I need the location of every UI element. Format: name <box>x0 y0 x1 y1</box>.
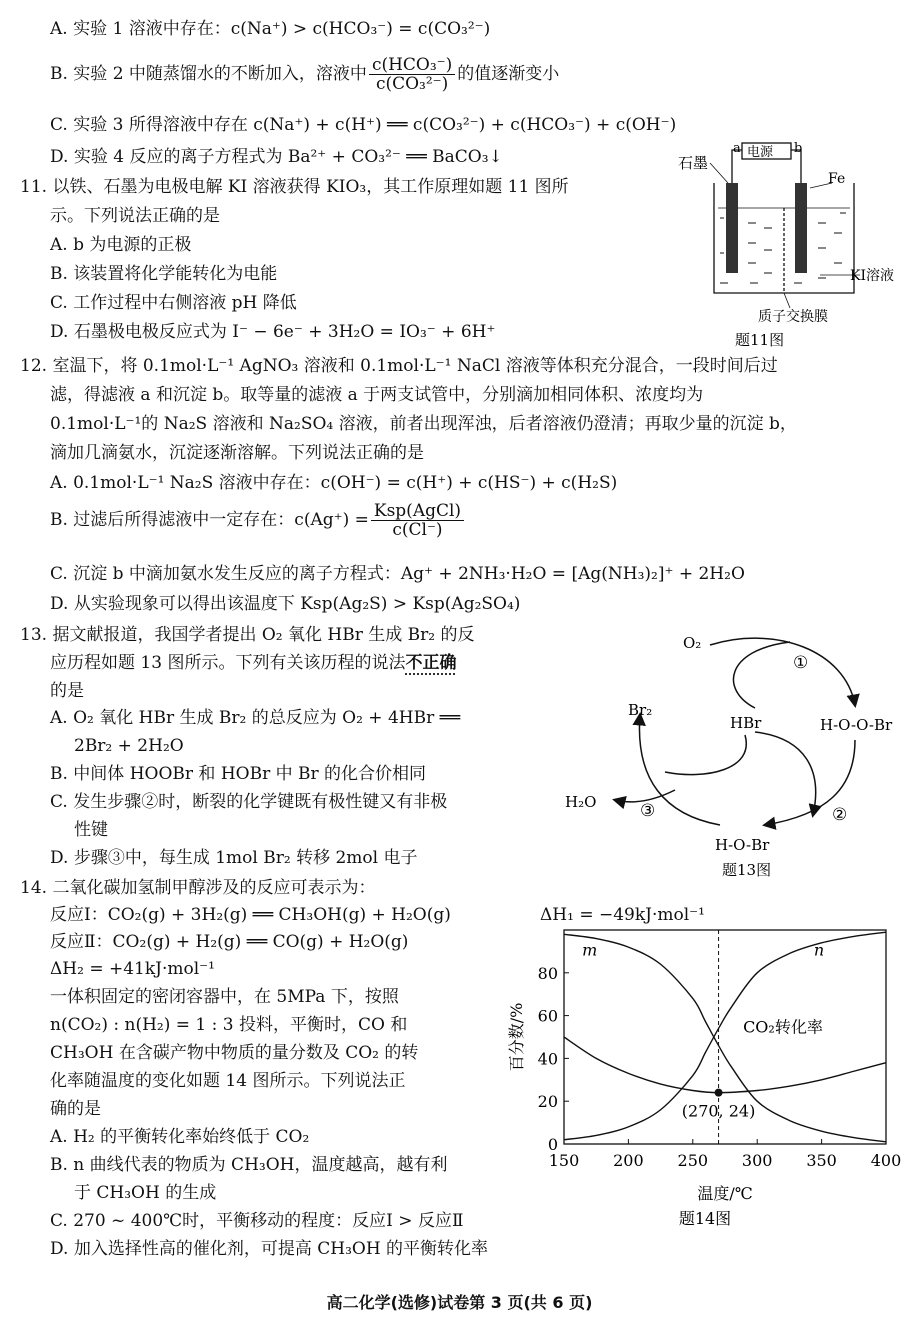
series-label: m <box>582 940 598 960</box>
q12-option-d: D. 从实验现象可以得出该温度下 Ksp(Ag₂S) > Ksp(Ag₂SO₄) <box>50 594 521 614</box>
q13-stem-line2 <box>50 652 456 674</box>
series-line-co2-conversion <box>564 1037 886 1093</box>
q14-para-line1: 一体积固定的密闭容器中，在 5MPa 下，按照 <box>50 987 399 1007</box>
frac-denominator: c(CO₃²⁻) <box>375 74 449 94</box>
q13-option-c-cont: 性键 <box>74 820 108 840</box>
q12-option-b-text: B. 过滤后所得滤液中一定存在：c(Ag⁺) = <box>50 510 369 530</box>
reaction-mechanism-figure <box>555 620 910 880</box>
arrow-hbr-to-step3 <box>665 735 746 775</box>
q14-reaction-2: 反应Ⅱ：CO₂(g) + H₂(g) ══ CO(g) + H₂O(g) <box>50 932 409 952</box>
q12-b-fraction <box>371 502 464 539</box>
br2-label: Br₂ <box>628 701 653 719</box>
q13-option-b: B. 中间体 HOOBr 和 HOBr 中 Br 的化合价相同 <box>50 764 427 784</box>
q12-stem-line4: 滴加几滴氨水，沉淀逐渐溶解。下列说法正确的是 <box>50 443 424 463</box>
page-footer: 高二化学(选修)试卷第 3 页(共 6 页) <box>326 1293 593 1312</box>
terminal-b-label: b <box>794 141 803 156</box>
frac-denominator: c(Cl⁻) <box>392 520 443 540</box>
step-2-marker: ② <box>832 805 848 825</box>
q13-option-c: C. 发生步骤②时，断裂的化学键既有极性键又有非极 <box>50 792 448 812</box>
arrow-hbr-to-o2 <box>733 642 790 708</box>
y-axis-label: 百分数/% <box>507 1002 526 1072</box>
q14-reaction-1: 反应Ⅰ：CO₂(g) + 3H₂(g) ══ CH₃OH(g) + H₂O(g) <box>50 905 451 925</box>
q14-para-line2: n(CO₂) : n(H₂) = 1 : 3 投料，平衡时，CO 和 <box>50 1015 408 1035</box>
q14-option-b: B. n 曲线代表的物质为 CH₃OH，温度越高，越有利 <box>50 1155 448 1175</box>
fe-electrode <box>795 183 807 273</box>
q10-option-b <box>50 56 559 93</box>
q13-option-d: D. 步骤③中，每生成 1mol Br₂ 转移 2mol 电子 <box>50 848 418 868</box>
x-tick-label: 350 <box>806 1151 837 1170</box>
x-tick-label: 400 <box>870 1151 902 1170</box>
step-3-marker: ③ <box>640 801 656 821</box>
q12-option-b <box>50 502 466 539</box>
q10-option-c: C. 实验 3 所得溶液中存在 c(Na⁺) + c(H⁺) ══ c(CO₃²⁻) + c(HCO₃⁻) + c(OH⁻) <box>50 115 677 135</box>
q11-option-c: C. 工作过程中右侧溶液 pH 降低 <box>50 293 297 313</box>
electrolysis-figure <box>670 138 910 353</box>
arrow-hbr-to-step2 <box>755 732 816 815</box>
q14-stem: 14. 二氧化碳加氢制甲醇涉及的反应可表示为： <box>20 878 376 898</box>
x-tick-label: 250 <box>677 1151 709 1170</box>
power-label: 电源 <box>747 145 774 160</box>
q14-dh1: ΔH₁ = −49kJ·mol⁻¹ <box>540 905 705 925</box>
q12-option-a: A. 0.1mol·L⁻¹ Na₂S 溶液中存在：c(OH⁻) = c(H⁺) + c(HS⁻) + c(H₂S) <box>50 473 618 493</box>
q10-option-d: D. 实验 4 反应的离子方程式为 Ba²⁺ + CO₃²⁻ ══ BaCO₃↓ <box>50 147 503 167</box>
y-tick-label: 80 <box>537 963 558 983</box>
q14-para-line4: 化率随温度的变化如题 14 图所示。下列说法正 <box>50 1071 406 1091</box>
q13-option-a: A. O₂ 氧化 HBr 生成 Br₂ 的总反应为 O₂ + 4HBr ══ <box>50 708 461 728</box>
figure-11-caption: 题11图 <box>735 331 785 349</box>
fe-label: Fe <box>828 171 846 187</box>
q11-stem-line2: 示。下列说法正确的是 <box>50 206 220 226</box>
q12-stem-line2: 滤，得滤液 a 和沉淀 b。取等量的滤液 a 于两支试管中，分别滴加相同体积、浓度均为 <box>50 385 704 405</box>
o2-label: O₂ <box>683 634 702 652</box>
terminal-a-label: a <box>733 141 741 156</box>
x-tick-label: 200 <box>613 1151 644 1170</box>
q10-option-b-text: B. 实验 2 中随蒸馏水的不断加入，溶液中 <box>50 64 367 84</box>
arrow-step1 <box>710 638 855 705</box>
hobr-label: H-O-Br <box>715 836 770 854</box>
q14-option-a: A. H₂ 的平衡转化率始终低于 CO₂ <box>50 1127 310 1147</box>
q13-stem-text: 应历程如题 13 图所示。下列有关该历程的说法 <box>50 653 406 673</box>
y-tick-label: 60 <box>537 1006 558 1026</box>
y-tick-label: 0 <box>547 1135 558 1154</box>
q11-stem-line1: 11. 以铁、石墨为电极电解 KI 溶液获得 KIO₃，其工作原理如题 11 图所 <box>20 177 569 197</box>
y-tick-label: 40 <box>537 1049 558 1069</box>
graphite-electrode <box>726 183 738 273</box>
step-1-marker: ① <box>793 653 809 673</box>
q13-option-a-cont: 2Br₂ + 2H₂O <box>74 736 184 756</box>
q10-option-b-tail: 的值逐渐变小 <box>457 64 560 84</box>
membrane-label: 质子交换膜 <box>758 309 828 325</box>
q14-para-line3: CH₃OH 在含碳产物中物质的量分数及 CO₂ 的转 <box>50 1043 419 1063</box>
q12-stem-line3: 0.1mol·L⁻¹的 Na₂S 溶液和 Na₂SO₄ 溶液，前者出现浑浊，后者溶液仍澄清；再取少量的沉淀 b， <box>50 414 797 434</box>
graphite-label: 石墨 <box>678 154 709 172</box>
h2o-label: H₂O <box>565 793 597 811</box>
frac-numerator: c(HCO₃⁻) <box>369 56 455 75</box>
emphasis-not-correct: 不正确 <box>405 653 457 673</box>
q11-option-b: B. 该装置将化学能转化为电能 <box>50 264 278 284</box>
y-tick-label: 20 <box>537 1092 558 1112</box>
q10-b-fraction <box>369 56 455 93</box>
q14-option-c: C. 270 ~ 400℃时，平衡移动的程度：反应Ⅰ > 反应Ⅱ <box>50 1211 464 1231</box>
figure-13-caption: 题13图 <box>722 861 772 879</box>
q11-option-d: D. 石墨极电极反应式为 I⁻ − 6e⁻ + 3H₂O = IO₃⁻ + 6H⁺ <box>50 322 496 342</box>
q14-option-b-cont: 于 CH₃OH 的生成 <box>74 1183 217 1203</box>
q14-dh2: ΔH₂ = +41kJ·mol⁻¹ <box>50 959 215 979</box>
q13-stem-line1: 13. 据文献报道，我国学者提出 O₂ 氧化 HBr 生成 Br₂ 的反 <box>20 625 475 645</box>
ki-solution-label: KI溶液 <box>850 268 894 284</box>
frac-numerator: Ksp(AgCl) <box>371 502 464 521</box>
x-axis-label: 温度/℃ <box>697 1184 753 1203</box>
hoobr-label: H-O-O-Br <box>820 716 893 734</box>
q14-option-d: D. 加入选择性高的催化剂，可提高 CH₃OH 的平衡转化率 <box>50 1239 489 1259</box>
marked-point <box>715 1089 723 1097</box>
marked-point-label: (270, 24) <box>681 1101 756 1121</box>
series-label: n <box>813 940 825 960</box>
chart-figure-14 <box>500 915 910 1235</box>
q11-option-a: A. b 为电源的正极 <box>50 235 192 255</box>
q14-para-line5: 确的是 <box>50 1099 101 1119</box>
figure-14-caption: 题14图 <box>678 1209 732 1228</box>
series-label: CO₂转化率 <box>743 1017 823 1037</box>
q12-stem-line1: 12. 室温下，将 0.1mol·L⁻¹ AgNO₃ 溶液和 0.1mol·L⁻¹ NaCl 溶液等体积充分混合，一段时间后过 <box>20 356 778 376</box>
hbr-label: HBr <box>730 714 762 732</box>
x-tick-label: 150 <box>548 1151 580 1170</box>
x-tick-label: 300 <box>741 1151 773 1170</box>
q13-stem-line3: 的是 <box>50 681 84 701</box>
q10-option-a: A. 实验 1 溶液中存在：c(Na⁺) > c(HCO₃⁻) = c(CO₃²⁻) <box>50 19 491 39</box>
q12-option-c: C. 沉淀 b 中滴加氨水发生反应的离子方程式：Ag⁺ + 2NH₃·H₂O = [Ag(NH₃)₂]⁺ + 2H₂O <box>50 564 745 584</box>
